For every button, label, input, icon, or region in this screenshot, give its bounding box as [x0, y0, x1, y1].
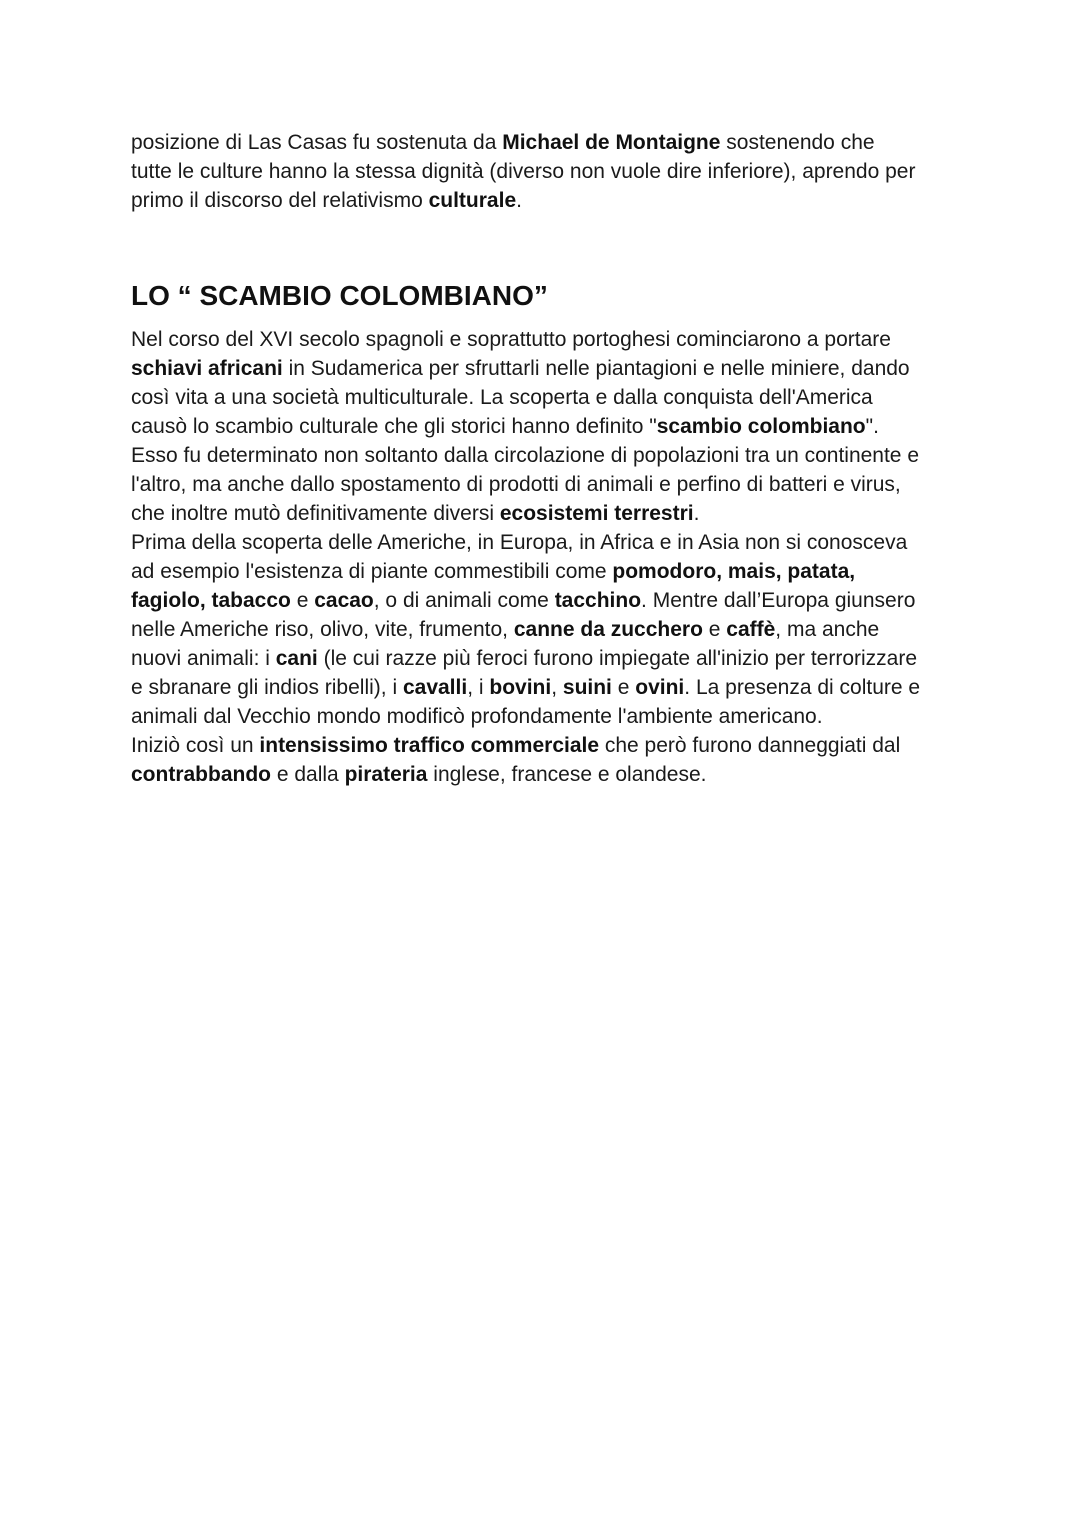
- text-run: (le cui razze più feroci furono impiegate all'inizio per terrorizzare: [317, 647, 918, 670]
- bold-term: ecosistemi terrestri: [499, 502, 694, 525]
- text-run: l'altro, ma anche dallo spostamento di prodotti di animali e perfino di batteri e virus,: [131, 473, 901, 496]
- bold-term: contrabbando: [131, 763, 271, 786]
- document-page: [131, 128, 961, 786]
- text-line: [131, 470, 920, 499]
- bold-term: canne da zucchero: [513, 618, 703, 641]
- text-run: ,: [551, 676, 563, 699]
- bold-term: culturale: [428, 189, 517, 212]
- bold-term: cavalli: [402, 676, 468, 699]
- text-run: Iniziò così un: [131, 734, 260, 757]
- text-line: [131, 528, 920, 557]
- text-line: [131, 615, 920, 644]
- text-run: .: [516, 189, 522, 212]
- text-run: ad esempio l'esistenza di piante commestibili come: [131, 560, 613, 583]
- text-line: [131, 354, 920, 383]
- text-run: e sbranare gli indios ribelli), i: [131, 676, 403, 699]
- text-run: nelle Americhe riso, olivo, vite, frumento,: [131, 618, 514, 641]
- text-run: sostenendo che: [720, 131, 875, 154]
- text-run: . Mentre dall’Europa giunsero: [641, 589, 916, 612]
- intro-paragraph: [131, 128, 961, 215]
- text-line: [131, 383, 920, 412]
- text-line: [131, 441, 920, 470]
- text-run: nuovi animali: i: [131, 647, 276, 670]
- text-line: [131, 702, 920, 731]
- text-line: [131, 499, 920, 528]
- text-line: [131, 731, 920, 760]
- text-run: inglese, francese e olandese.: [427, 763, 707, 786]
- text-line: [131, 186, 961, 215]
- text-run: ".: [865, 415, 879, 438]
- section-heading: LO “ SCAMBIO COLOMBIANO”: [131, 280, 548, 311]
- bold-term: ovini: [635, 676, 685, 699]
- text-line: [131, 644, 920, 673]
- text-run: e dalla: [271, 763, 345, 786]
- text-run: , o di animali come: [373, 589, 555, 612]
- bold-term: scambio colombiano: [656, 415, 866, 438]
- bold-term: cani: [275, 647, 318, 670]
- text-run: , i: [467, 676, 490, 699]
- text-run: tutte le culture hanno la stessa dignità (diverso non vuole dire inferiore), aprendo per: [131, 160, 916, 183]
- bold-term: suini: [562, 676, 612, 699]
- text-run: che inoltre mutò definitivamente diversi: [131, 502, 500, 525]
- bold-term: cacao: [314, 589, 374, 612]
- text-run: primo il discorso del relativismo: [131, 189, 429, 212]
- bold-term: schiavi africani: [131, 357, 283, 380]
- text-line: [131, 673, 920, 702]
- text-run: e: [290, 589, 315, 612]
- text-line: [131, 412, 920, 441]
- text-line: [131, 760, 920, 789]
- bold-term: caffè: [726, 618, 776, 641]
- text-run: così vita a una società multiculturale. La scoperta e dalla conquista dell'America: [131, 386, 873, 409]
- text-line: [131, 128, 961, 157]
- text-line: [131, 157, 961, 186]
- bold-term: tacchino: [554, 589, 642, 612]
- text-run: Nel corso del XVI secolo spagnoli e soprattutto portoghesi cominciarono a portare: [131, 328, 891, 351]
- text-line: [131, 557, 920, 586]
- bold-term: pomodoro, mais, patata,: [612, 560, 856, 583]
- text-run: Prima della scoperta delle Americhe, in Europa, in Africa e in Asia non si conosceva: [131, 531, 908, 554]
- body-paragraph: [131, 325, 920, 789]
- text-run: , ma anche: [775, 618, 880, 641]
- bold-term: intensissimo traffico commerciale: [259, 734, 600, 757]
- text-run: causò lo scambio culturale che gli storici hanno definito ": [131, 415, 657, 438]
- text-run: .: [693, 502, 700, 525]
- text-run: e: [702, 618, 727, 641]
- text-line: [131, 586, 920, 615]
- text-run: animali dal Vecchio mondo modificò profondamente l'ambiente americano.: [131, 705, 823, 728]
- bold-term: pirateria: [344, 763, 428, 786]
- bold-term: fagiolo, tabacco: [131, 589, 291, 612]
- text-run: in Sudamerica per sfruttarli nelle piantagioni e nelle miniere, dando: [282, 357, 910, 380]
- bold-term: Michael de Montaigne: [502, 131, 721, 154]
- text-run: . La presenza di colture e: [684, 676, 921, 699]
- text-run: posizione di Las Casas fu sostenuta da: [131, 131, 503, 154]
- text-run: che però furono danneggiati dal: [599, 734, 901, 757]
- text-line: [131, 325, 920, 354]
- bold-term: bovini: [489, 676, 552, 699]
- section-body: [131, 325, 920, 789]
- text-run: Esso fu determinato non soltanto dalla circolazione di popolazioni tra un continente e: [131, 444, 920, 467]
- text-run: e: [611, 676, 636, 699]
